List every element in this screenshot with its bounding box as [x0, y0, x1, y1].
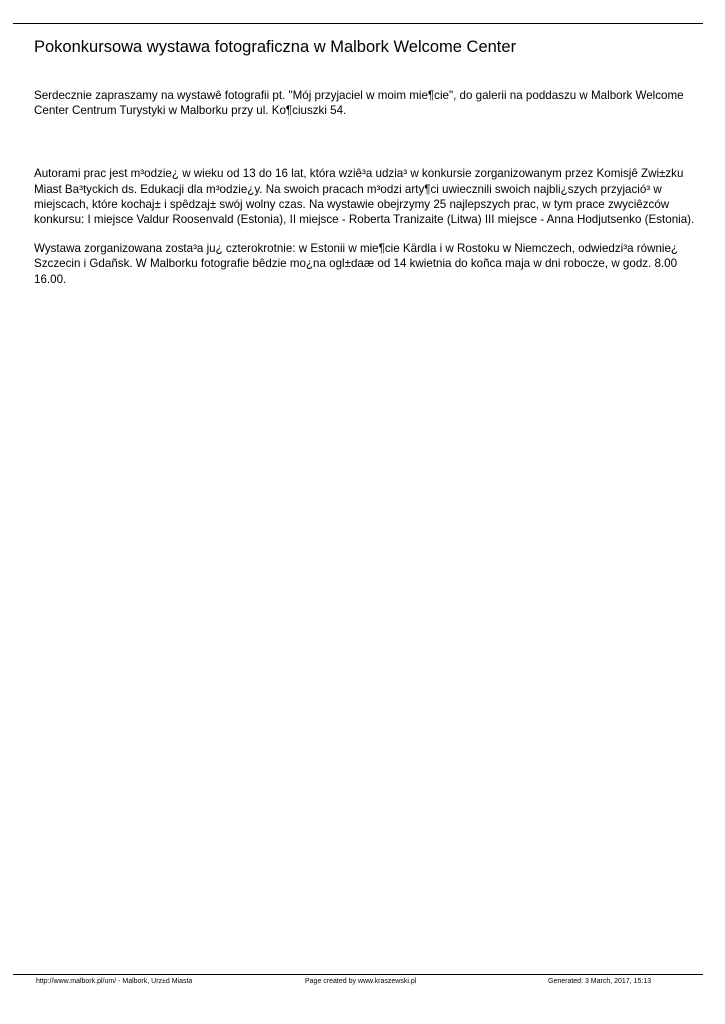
article-body — [34, 88, 699, 287]
footer-source-url: http://www.malbork.pl/um/ - Malbork, Urz±d Miasta — [36, 978, 193, 985]
invitation-paragraph: Serdecznie zapraszamy na wystawê fotografii pt. "Mój przyjaciel w moim mie¶cie", do galerii na poddaszu w Malbork Welcome Center Centrum Turystyki w Malborku przy ul. Ko¶ciuszki 54. — [34, 89, 684, 118]
exhibition-paragraph: Wystawa zorganizowana zosta³a ju¿ czterokrotnie: w Estonii w mie¶cie Kärdla i w Rostoku w Niemczech, odwiedzi³a równie¿ Szczecin i Gdañsk. W Malborku fotografie bêdzie mo¿na ogl±daæ od 14 kwietnia do koñca maja w dni robocze, w godz. 8.00 16.00. — [34, 242, 679, 286]
page-title: Pokonkursowa wystawa fotograficzna w Malbork Welcome Center — [34, 38, 517, 56]
authors-paragraph: Autorami prac jest m³odzie¿ w wieku od 13 do 16 lat, która wziê³a udzia³ w konkursie zorganizowanym przez Komisjê Zwi±zku Miast Ba³tyckich ds. Edukacji dla m³odzie¿y. Na swoich pracach m³odzi arty¶ci uwiecznili swoich najbli¿szych przyjació³ w miejscach, które kochaj± i spêdzaj± swój wolny czas. Na wystawie obejrzymy 25 najlepszych prac, w tym prace zwyciêzców konkursu: I miejsce Valdur Roosenvald (Estonia), II miejsce - Roberta Tranizaite (Litwa) III miejsce - Anna Hodjutsenko (Estonia). — [34, 167, 695, 227]
header-divider — [13, 23, 703, 24]
footer-credit: Page created by www.kraszewski.pl — [305, 978, 417, 985]
footer-generated-date: Generated: 3 March, 2017, 15:13 — [548, 978, 652, 985]
footer-divider — [13, 974, 703, 975]
